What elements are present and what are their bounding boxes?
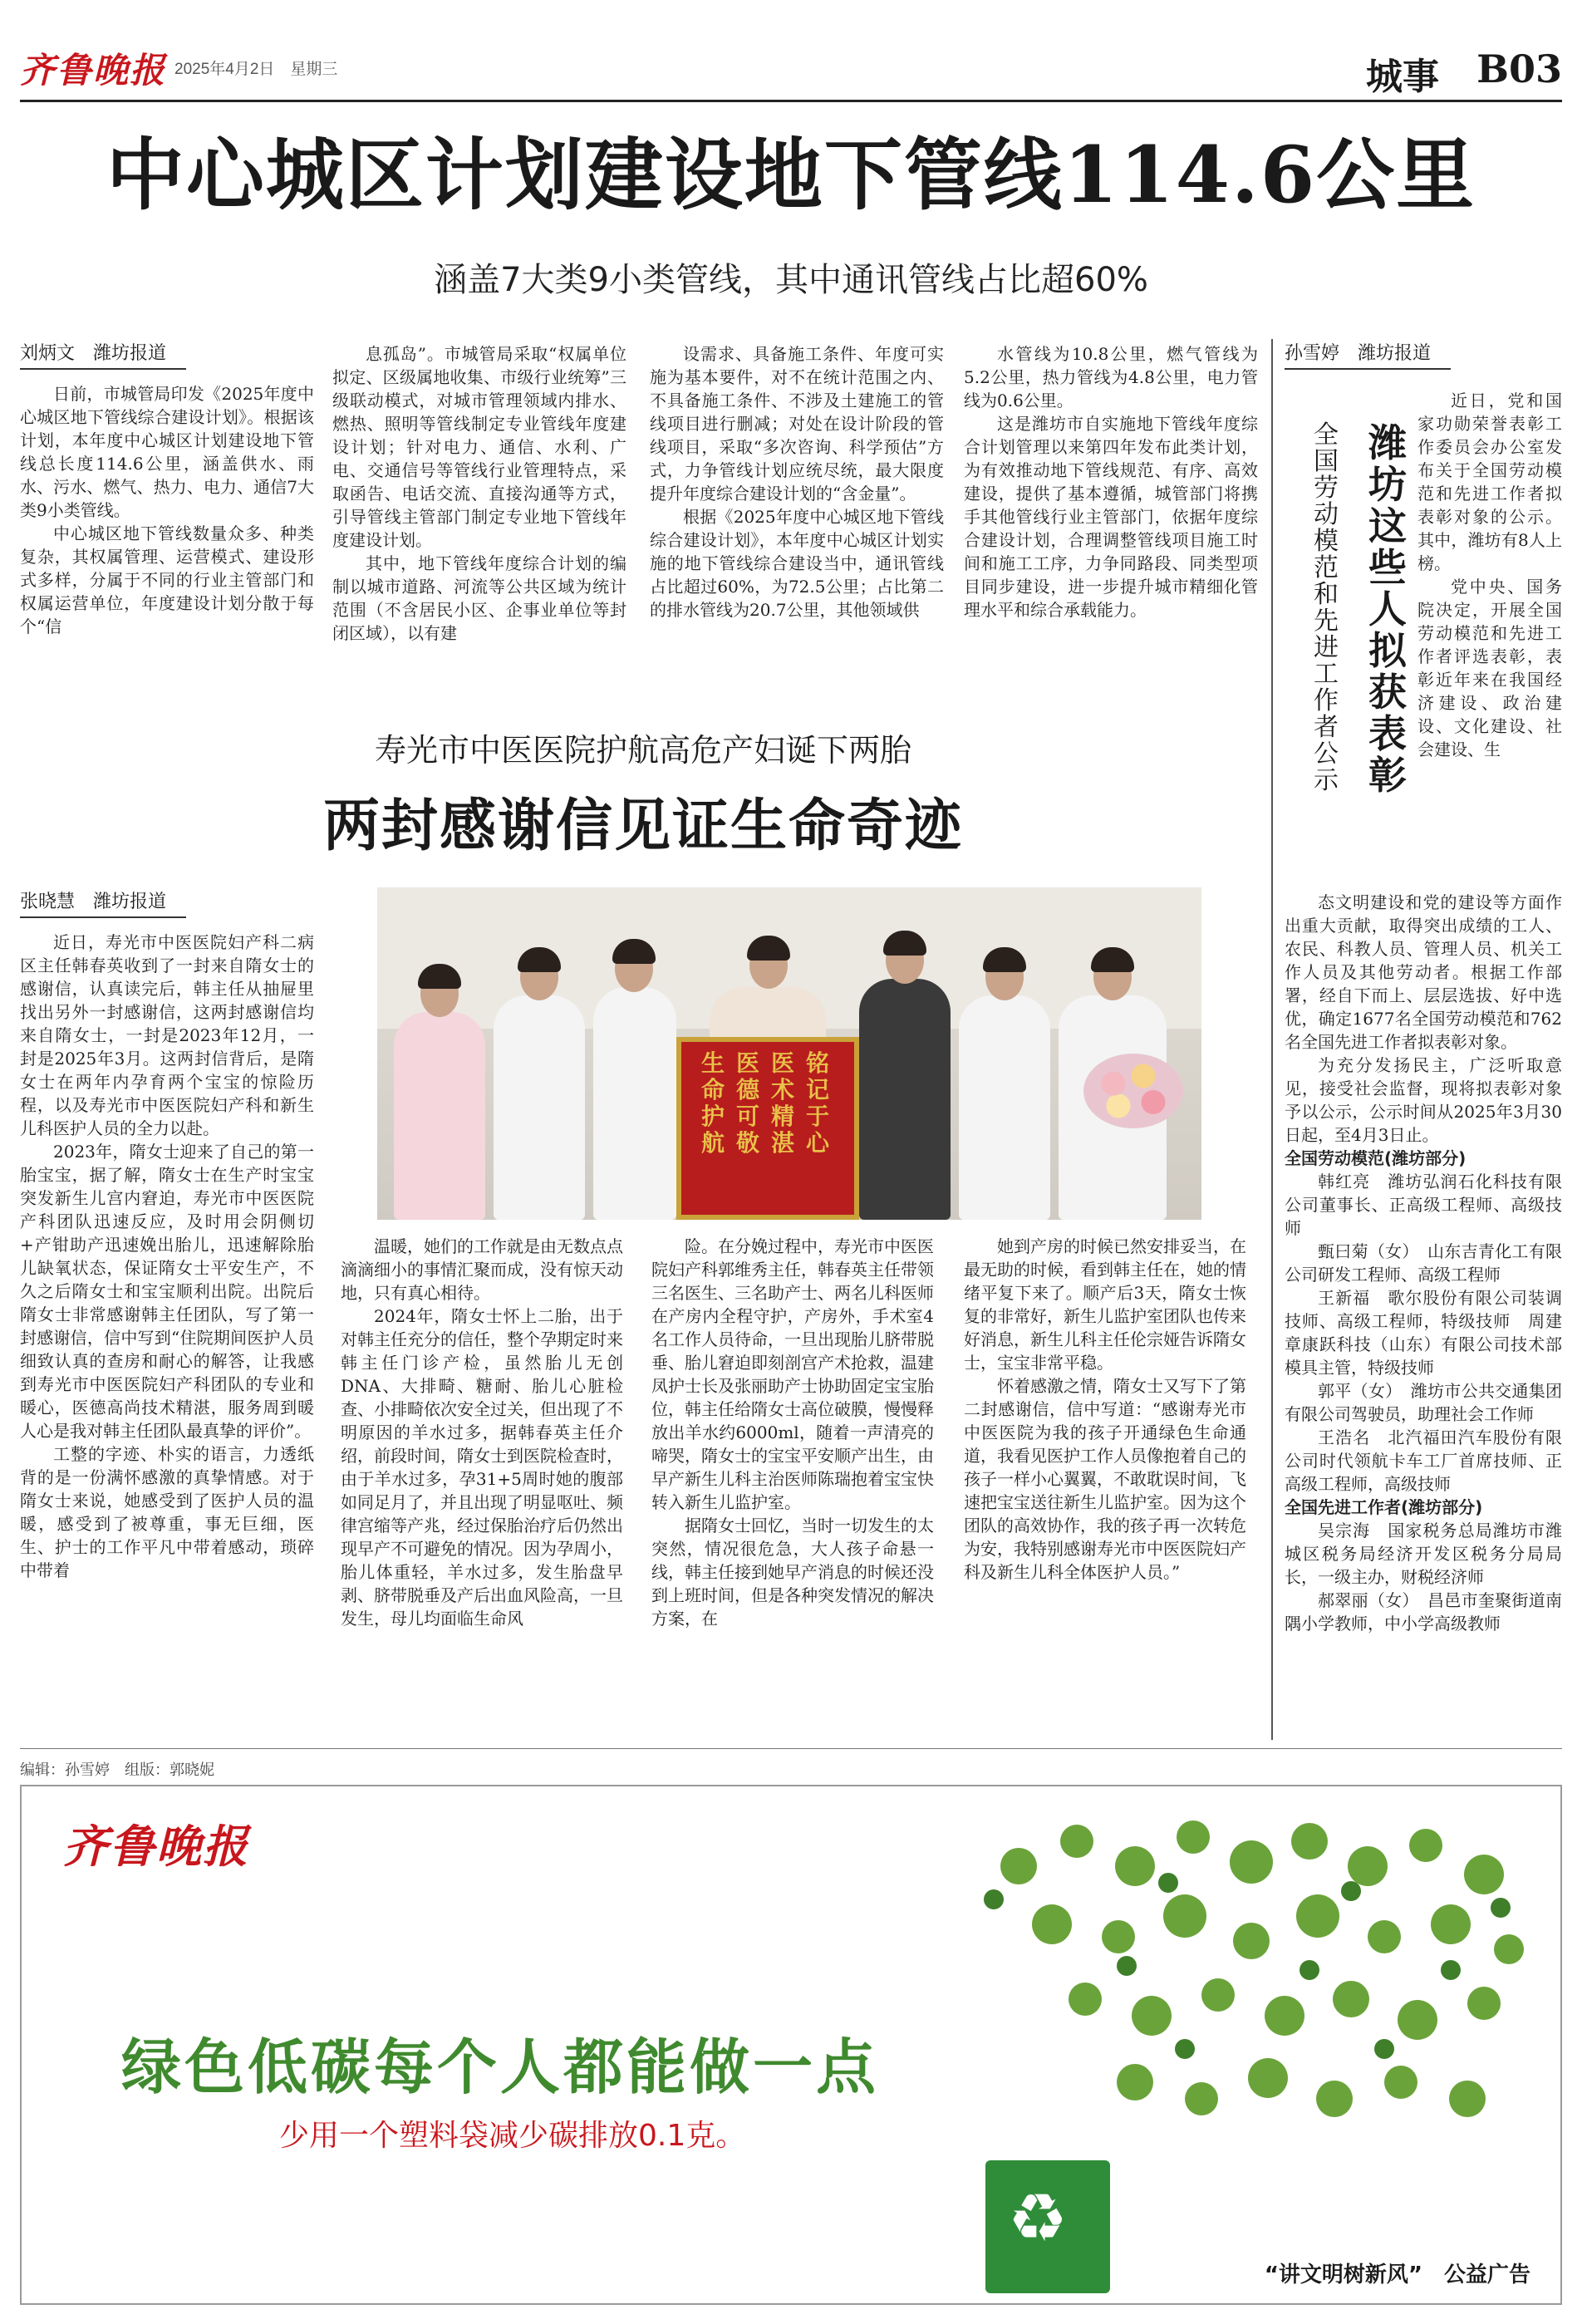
story1-column-1: [20, 382, 314, 711]
honoree-entry: 吴宗海 国家税务总局潍坊市潍城区税务局经济开发区税务分局局长，一级主办，财税经济师: [1285, 1521, 1562, 1587]
hospital-staff-photo: [377, 887, 1201, 1220]
paragraph: 温暖，她们的工作就是由无数点点滴滴细小的事情汇聚而成，没有惊天动地，只有真心相待。: [341, 1236, 623, 1303]
paragraph: 近日，寿光市中医医院妇产科二病区主任韩春英收到了一封来自隋女士的感谢信，认真读完后，韩主任从抽屉里找出另外一封感谢信，这两封感谢信均来自隋女士，一封是2023年12月，一封是2025年3月。这两封信背后，是隋女士在两年内孕育两个宝宝的惊险历程，以及寿光市中医医院妇产科和新生儿科医护人员的全力以赴。: [20, 932, 314, 1138]
paragraph: 为充分发扬民主，广泛听取意见，接受社会监督，现将拟表彰对象予以公示，公示时间从2025年3月30日起，至4月3日止。: [1285, 1055, 1562, 1145]
paragraph: 近日，党和国家功勋荣誉表彰工作委员会办公室发布关于全国劳动模范和先进工作者拟表彰对象的公示。其中，潍坊有8人上榜。: [1417, 391, 1562, 573]
story1-column-3: [650, 342, 944, 711]
honoree-entry: 郭平（女） 潍坊市公共交通集团有限公司驾驶员，助理社会工作师: [1285, 1381, 1562, 1424]
paragraph: 2024年，隋女士怀上二胎，出于对韩主任充分的信任，整个孕期定时来韩主任门诊产检，虽然胎儿无创DNA、大排畸、糖耐、胎儿心脏检查、小排畸依次安全过关，但出现了不明原因的羊水过多，据韩春英主任介绍，前段时间，隋女士到医院检查时，由于羊水过多，孕31+5周时她的腹部如同足月了，并且出现了明显呕吐、频律宫缩等产兆，经过保胎治疗后仍然出现早产不可避免的情况。因为孕周小，胎儿体重轻，羊水过多，发生胎盘早剥、脐带脱垂及产后出血风险高，一旦发生，母儿均面临生命风: [341, 1306, 623, 1629]
story2-byline: 张晓慧 潍坊报道: [20, 887, 186, 918]
story2-column-3: [651, 1235, 934, 1742]
story2-kicker: 寿光市中医医院护航高危产妇诞下两胎: [374, 732, 911, 769]
column-divider: [1271, 339, 1273, 1740]
honoree-entry: 王浩名 北汽福田汽车股份有限公司时代领航卡车工厂首席技师、正高级工程师，高级技师: [1285, 1427, 1562, 1494]
story2-column-4: [964, 1235, 1246, 1742]
story1-byline: 刘炳文 潍坊报道: [20, 339, 186, 370]
paragraph: 根据《2025年度中心城区地下管线综合建设计划》，本年度中心城区计划实施的地下管线综合建设当中，通讯管线占比超过60%，为72.5公里；占比第二的排水管线为20.7公里，其他领域供: [650, 507, 944, 620]
story2-column-1: [20, 931, 314, 1742]
section-name: 城事: [1366, 56, 1439, 98]
story3-intro-column: [1417, 389, 1562, 854]
ad-logo: 齐鲁晚报: [63, 1820, 249, 1873]
honoree-entry: 甄曰菊（女） 山东吉青化工有限公司研发工程师、高级工程师: [1285, 1241, 1562, 1285]
banner-text-left: 生命护航: [700, 1049, 725, 1157]
story2-column-2: [341, 1235, 623, 1742]
paragraph: 党中央、国务院决定，开展全国劳动模范和先进工作者评选表彰，表彰近年来在我国经济建设、政治建设、文化建设、社会建设、生: [1417, 577, 1562, 759]
paragraph: 她到产房的时候已然安排妥当，在最无助的时候，看到韩主任在，她的情绪平复下来了。顺产后3天，隋女士恢复的非常好，新生儿监护室团队也传来好消息，新生儿科主任伦宗娅告诉隋女士，宝宝非常平稳。: [964, 1236, 1246, 1373]
story3-subhead: 全国劳动模范和先进工作者公示: [1314, 420, 1339, 795]
paragraph: 这是潍坊市自实施地下管线年度综合计划管理以来第四年发布此类计划，为有效推动地下管线规范、有序、高效建设，提供了基本遵循，城管部门将携手其他管线行业主管部门，依据年度综合建设计划，合理调整管线项目施工时间和施工工序，力争同路段、同类型项目同步建设，进一步提升城市精细化管理水平和综合承载能力。: [964, 414, 1258, 620]
ad-title: 绿色低碳每个人都能做一点: [121, 2032, 880, 2102]
ad-footer-caption: “讲文明树新风” 公益广告: [1264, 2263, 1530, 2287]
page-number: B03: [1476, 47, 1562, 91]
paragraph: 态文明建设和党的建设等方面作出重大贡献，取得突出成绩的工人、农民、科教人员、管理人员、机关工作人员及其他劳动者。根据工作部署，经自下而上、层层选拔、好中选优，确定1677名全国劳动模范和762名全国先进工作者拟表彰对象。: [1285, 892, 1562, 1052]
paragraph: 水管线为10.8公里，燃气管线为5.2公里，热力管线为4.8公里，电力管线为0.6公里。: [964, 344, 1258, 410]
story3-headline: 潍坊这些人拟获表彰: [1368, 420, 1407, 798]
newspaper-logo: 齐鲁晚报: [20, 50, 167, 91]
paragraph: 其中，地下管线年度综合计划的编制以城市道路、河流等公共区域为统计范围（不含居民小区、企事业单位等封闭区域），以有建: [332, 553, 626, 643]
paragraph: 工整的字迹、朴实的语言，力透纸背的是一份满怀感激的真挚情感。对于隋女士来说，她感受到了医护人员的温暖，感受到了被尊重，事无巨细，医生、护士的工作平凡中带着感动，琐碎中带着: [20, 1444, 314, 1580]
banner-text-right2: 医术精湛: [770, 1049, 794, 1157]
paragraph: 日前，市城管局印发《2025年度中心城区地下管线综合建设计划》。根据该计划，本年度中心城区计划建设地下管线总长度114.6公里，涵盖供水、雨水、污水、燃气、热力、电力、通信7大类9小类管线。: [20, 384, 314, 520]
honoree-list-heading: 全国先进工作者(潍坊部分): [1285, 1497, 1483, 1517]
silk-banner: [676, 1037, 859, 1220]
story2-headline: 两封感谢信见证生命奇迹: [322, 793, 963, 859]
paragraph: 险。在分娩过程中，寿光市中医医院妇产科郭维秀主任，韩春英主任带领三名医生、三名助产士、两名儿科医师在产房内全程守护，产房外，手术室4名工作人员待命，一旦出现胎儿脐带脱垂、胎儿窘迫即刻剖宫产术抢救，温建凤护士长及张丽助产士协助固定宝宝胎位，韩主任给隋女士高位破膜，慢慢释放出羊水约6000ml，随着一声清亮的啼哭，隋女士的宝宝平安顺产出生，由早产新生儿科主治医师陈瑞抱着宝宝快转入新生儿监护室。: [651, 1236, 934, 1512]
recycle-icon: ♻: [1008, 2179, 1068, 2257]
editor-credits: 编辑：孙雪婷 组版：郭晓妮: [20, 1761, 214, 1779]
story1-subhead: 涵盖7大类9小类管线，其中通讯管线占比超60%: [434, 261, 1148, 299]
story3-byline: 孙雪婷 潍坊报道: [1285, 339, 1451, 370]
honoree-entry: 郝翠丽（女） 昌邑市奎聚街道南隅小学教师，中小学高级教师: [1285, 1590, 1562, 1634]
paragraph: 据隋女士回忆，当时一切发生的太突然，情况很危急，大人孩子命悬一线，韩主任接到她早产消息的时候还没到上班时间，但是各种突发情况的解决方案，在: [651, 1516, 934, 1629]
masthead: [20, 43, 1562, 98]
banner-text-mid: 医德可敬: [735, 1049, 759, 1157]
banner-text-right: 铭记于心: [805, 1049, 829, 1157]
story1-column-2: [332, 342, 626, 711]
public-service-ad: [20, 1785, 1562, 2305]
paragraph: 中心城区地下管线数量众多、种类复杂，其权属管理、运营模式、建设形式多样，分属于不同的行业主管部门和权属运营单位，年度建设计划分散于每个“信: [20, 523, 314, 636]
paragraph: 息孤岛”。市城管局采取“权属单位拟定、区级属地收集、市级行业统筹”三级联动模式，对城市管理领域内排水、燃热、照明等管线制定专业管线年度建设计划；针对电力、通信、水利、广电、交通信号等管线行业管理特点，采取函告、电话交流、直接沟通等方式，引导管线主管部门制定专业地下管线年度建设计划。: [332, 344, 626, 550]
paragraph: 设需求、具备施工条件、年度可实施为基本要件，对不在统计范围之内、不具备施工条件、不涉及土建施工的管线项目进行删减；对处在设计阶段的管线项目，采取“多次咨询、科学预估”方式，力争管线计划应统尽统，最大限度提升年度综合建设计划的“含金量”。: [650, 344, 944, 504]
flower-bouquet: [1083, 1054, 1183, 1128]
honoree-entry: 韩红亮 潍坊弘润石化科技有限公司董事长、正高级工程师、高级技师: [1285, 1172, 1562, 1238]
footer-rule: [20, 1748, 1562, 1749]
issue-date: 2025年4月2日 星期三: [174, 61, 338, 78]
masthead-rule: [20, 100, 1562, 102]
honoree-list-heading: 全国劳动模范(潍坊部分): [1285, 1148, 1467, 1168]
honoree-entry: 王新福 歌尔股份有限公司装调技师、高级工程师，特级技师 周建章康跃科技（山东）有限公司技术部模具主管，特级技师: [1285, 1288, 1562, 1378]
ad-subtitle: 少用一个塑料袋减少碳排放0.1克。: [279, 2119, 746, 2153]
story1-headline: 中心城区计划建设地下管线114.6公里: [106, 130, 1476, 221]
paragraph: 怀着感激之情，隋女士又写下了第二封感谢信，信中写道：“感谢寿光市中医医院为我的孩子开通绿色生命通道，我看见医护工作人员像抱着自己的孩子一样小心翼翼，不敢耽误时间，飞速把宝宝送往新生儿监护室。因为这个团队的高效协作，我的孩子再一次转危为安，我特别感谢寿光市中医医院妇产科及新生儿科全体医护人员。”: [964, 1376, 1246, 1582]
story3-body-column: [1285, 891, 1562, 1742]
story1-column-4: [964, 342, 1258, 711]
paragraph: 2023年，隋女士迎来了自己的第一胎宝宝，据了解，隋女士在生产时宝宝突发新生儿宫内窘迫，寿光市中医医院产科团队迅速反应，及时用会阴侧切+产钳助产迅速娩出胎儿，迅速解除胎儿缺氧状态，保证隋女士平安生产，不久之后隋女士和宝宝顺利出院。出院后隋女士非常感谢韩主任团队，写了第一封感谢信，信中写到“住院期间医护人员细致认真的查房和耐心的解答，让我感到寿光市中医医院妇产科团队的专业和暖心，医德高尚技术精湛，服务周到暖人心是我对韩主任团队最真挚的评价”。: [20, 1142, 314, 1441]
